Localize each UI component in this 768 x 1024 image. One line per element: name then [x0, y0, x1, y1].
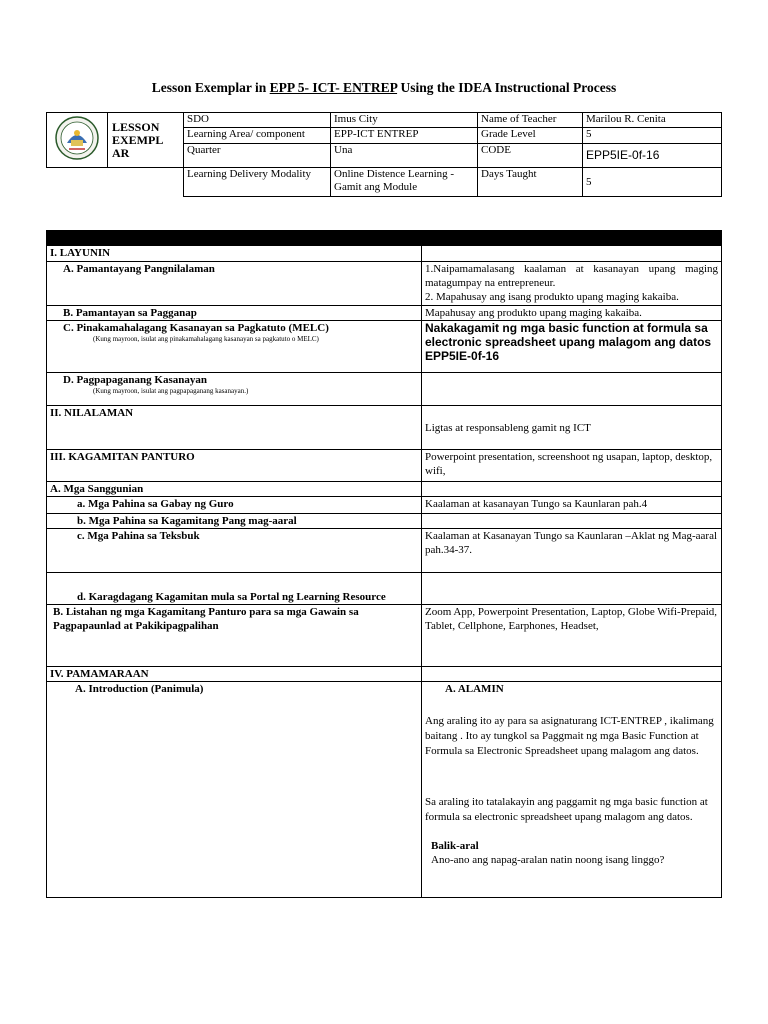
- layunin-heading: I. LAYUNIN: [47, 246, 422, 262]
- pamamaraan-heading: IV. PAMAMARAAN: [47, 667, 422, 682]
- teksbuk-value: Kaalaman at Kasanayan Tungo sa Kaunlaran –Aklat ng Mag-aaral pah.34-37.: [422, 529, 722, 573]
- balik-aral-heading: Balik-aral: [431, 840, 479, 852]
- pagpapaganang-label: D. Pagpapaganang Kasanayan: [63, 374, 207, 386]
- melc-cell: [47, 321, 422, 373]
- melc-value: Nakakagamit ng mga basic function at formula sa electronic spreadsheet upang malagom ang datos EPP5IE-0f-16: [422, 321, 722, 373]
- alamin-heading: A. ALAMIN: [445, 683, 504, 695]
- listahan-label: [47, 605, 422, 667]
- table-row: [47, 262, 722, 306]
- gabay-label: a. Mga Pahina sa Gabay ng Guro: [47, 497, 422, 514]
- pagpapaganang-cell: [47, 373, 422, 406]
- learning-area-value: EPP-ICT ENTREP: [331, 128, 478, 143]
- kagamitang-pang-label: b. Mga Pahina sa Kagamitang Pang mag-aaral: [47, 514, 422, 529]
- listahan-value: Zoom App, Powerpoint Presentation, Laptop, Globe Wifi-Prepaid, Tablet, Cellphone, Earphones, Headset,: [422, 605, 722, 667]
- nilalaman-value: Ligtas at responsableng gamit ng ICT: [422, 406, 722, 450]
- pamantayan-pagganap-label: B. Pamantayan sa Pagganap: [47, 306, 422, 321]
- sdo-label: SDO: [184, 113, 331, 128]
- table-row: [47, 529, 722, 573]
- title-prefix: Lesson Exemplar in: [151, 80, 270, 95]
- grade-level-label: Grade Level: [478, 128, 583, 143]
- table-row: [47, 306, 722, 321]
- lesson-exemplar-label: LESSON EXEMPL AR: [108, 113, 184, 168]
- code-label: CODE: [478, 143, 583, 167]
- days-taught-label: Days Taught: [478, 168, 583, 197]
- lesson-header-table: [46, 112, 722, 197]
- document-title: [0, 80, 768, 96]
- title-suffix: Using the IDEA Instructional Process: [397, 80, 617, 95]
- melc-note: (Kung mayroon, isulat ang pinakamahalagang kasanayan sa pagkatuto o MELC): [93, 335, 319, 343]
- alamin-paragraph-1: Ang araling ito ay para sa asignaturang ICT-ENTREP , ikalimang baitang . Ito ay tungkol sa Paggmait ng mga Basic Function at Formula sa Electronic Spreadsheet upang malagom ang datos.: [425, 715, 714, 757]
- pamantayang-pangnilalaman-value: 1.Naipamamalasang kaalaman at kasanayan upang maging matagumpay na entrepreneur. 2. Mapahusay ang isang produkto upang maging kakaiba.: [422, 262, 722, 306]
- teacher-label: Name of Teacher: [478, 113, 583, 128]
- quarter-value: Una: [331, 143, 478, 167]
- alamin-paragraph-2: Sa araling ito tatalakayin ang paggamit ng mga basic function at formula sa electronic spreadsheet upang malagom ang datos.: [425, 796, 708, 823]
- gabay-value: Kaalaman at kasanayan Tungo sa Kaunlaran pah.4: [422, 497, 722, 514]
- introduction-label: A. Introduction (Panimula): [47, 682, 422, 898]
- teksbuk-label: c. Mga Pahina sa Teksbuk: [47, 529, 422, 573]
- table-row: [47, 406, 722, 450]
- grade-level-value: 5: [583, 128, 722, 143]
- modality-label: Learning Delivery Modality: [184, 168, 331, 197]
- deped-seal: [47, 113, 108, 168]
- table-row: [47, 482, 722, 497]
- modality-value: Online Distence Learning - Gamit ang Module: [331, 168, 478, 197]
- alamin-cell: [422, 682, 722, 898]
- sdo-value: Imus City: [331, 113, 478, 128]
- table-row: [47, 450, 722, 482]
- days-taught-value: 5: [583, 168, 722, 197]
- lesson-plan-table: [46, 230, 722, 898]
- pagpapaganang-note: (Kung mayroon, isulat ang pagpapaganang kasanayan.): [93, 387, 249, 395]
- quarter-label: Quarter: [184, 143, 331, 167]
- melc-label: C. Pinakamahalagang Kasanayan sa Pagkatuto (MELC): [63, 322, 329, 334]
- table-row: [47, 321, 722, 373]
- pamantayan-pagganap-value: Mapahusay ang produkto upang maging kakaiba.: [422, 306, 722, 321]
- kagamitan-value: Powerpoint presentation, screenshoot ng usapan, laptop, desktop, wifi,: [422, 450, 722, 482]
- teacher-value: Marilou R. Cenita: [583, 113, 722, 128]
- table-header-bar: [47, 231, 722, 246]
- table-row: [47, 605, 722, 667]
- title-subject: EPP 5- ICT- ENTREP: [269, 80, 398, 95]
- karagdagang-label: d. Karagdagang Kagamitan mula sa Portal ng Learning Resource: [47, 573, 422, 605]
- kagamitan-heading: III. KAGAMITAN PANTURO: [47, 450, 422, 482]
- listahan-text: B. Listahan ng mga Kagamitang Panturo para sa mga Gawain sa Pagpapaunlad at Pakikipagpalihan: [53, 606, 359, 632]
- table-row: [47, 497, 722, 514]
- learning-area-label: Learning Area/ component: [184, 128, 331, 143]
- balik-aral-question: Ano-ano ang napag-aralan natin noong isang linggo?: [431, 854, 665, 866]
- nilalaman-heading: II. NILALAMAN: [47, 406, 422, 450]
- deped-seal-icon: [47, 113, 107, 163]
- table-row: [47, 667, 722, 682]
- table-row: [47, 246, 722, 262]
- table-row: [47, 573, 722, 605]
- table-row: [47, 373, 722, 406]
- table-row: [47, 514, 722, 529]
- sanggunian-heading: A. Mga Sanggunian: [47, 482, 422, 497]
- pamantayang-pangnilalaman-label: A. Pamantayang Pangnilalaman: [47, 262, 422, 306]
- code-value: EPP5IE-0f-16: [583, 143, 722, 167]
- table-row: [47, 682, 722, 898]
